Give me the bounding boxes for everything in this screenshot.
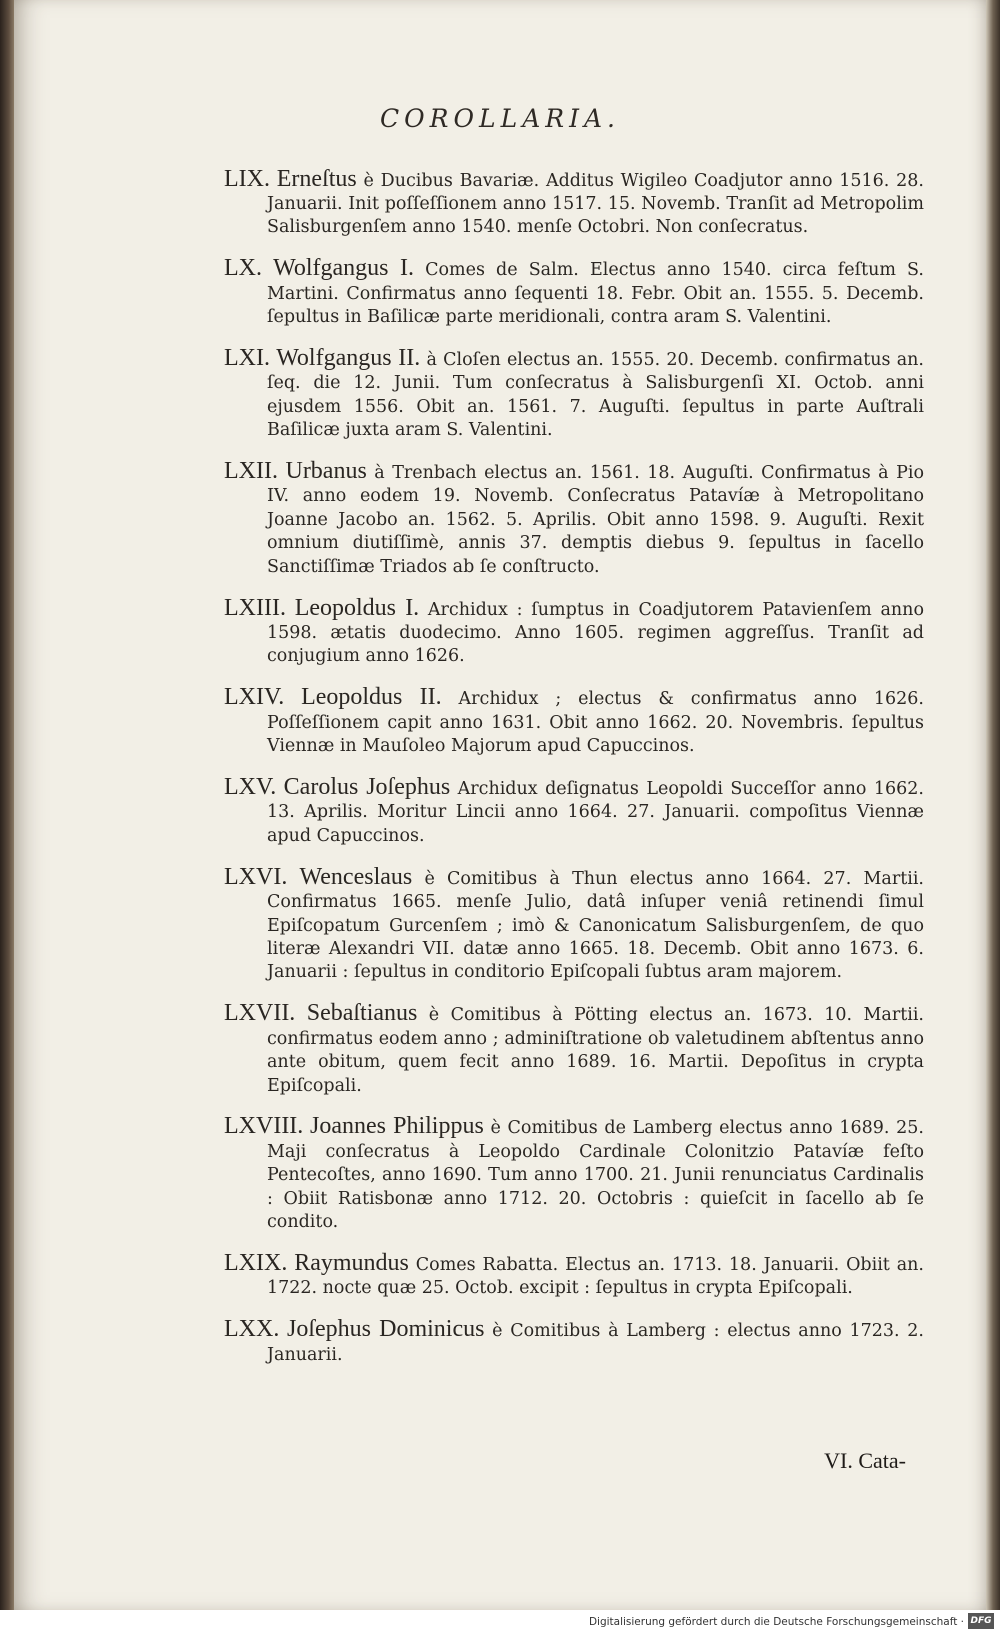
entry-name: Leopoldus II. (301, 684, 442, 711)
entry-text: à Trenbach electus an. 1561. 18. Auguſti. Confirmatus à Pio IV. anno eodem 19. Novemb. Conſecratus Patavíæ à Metropolitano Joanne Jacobo an. 1562. 5. Aprilis. Obit anno 1598. 9. Auguſti. Rexit omnium diutiſſimè, annis 37. demptis diebus 9. ſepultus in ſacello Sanctiſſimæ Triados ab ſe conſtructo. (267, 463, 924, 577)
entry-number: LXX. (224, 1316, 280, 1343)
entry-list (224, 150, 924, 1377)
entry-number: LXIX. (224, 1249, 288, 1276)
entry-name: Leopoldus I. (294, 594, 420, 621)
list-item (224, 863, 924, 985)
entry-number: LXV. (224, 774, 277, 801)
entry-text: Comes de Salm. Electus anno 1540. circa feſtum S. Martini. Confirmatus anno ſequenti 18. Febr. Obit an. 1555. 5. Decemb. ſepultus in Baſilicæ parte meridionali, contra aram S. Valentini. (267, 260, 924, 328)
funding-credit: Digitalisierung gefördert durch die Deutsche Forschungsgemeinschaft · (588, 1616, 964, 1628)
entry-name: Raymundus (294, 1249, 409, 1276)
left-page-edge (0, 0, 14, 1610)
list-item (224, 776, 924, 848)
list-item (224, 460, 924, 579)
list-item (224, 165, 924, 240)
entry-name: Joannes Philippus (310, 1113, 484, 1140)
entry-number: LX. (224, 255, 262, 282)
list-item (224, 686, 924, 758)
right-page-edge (986, 0, 1000, 1610)
running-header: COROLLARIA. (380, 104, 620, 133)
entry-name: Joſephus Dominicus (287, 1316, 485, 1343)
entry-text: è Comitibus à Pötting electus an. 1673. 10. Martii. confirmatus eodem anno ; adminiſtratione ob valetudinem abſtentus anno ante obitum, quem fecit anno 1689. 16. Martii. Depoſitus in crypta Epiſcopali. (267, 1005, 924, 1096)
entry-text: è Comitibus de Lamberg electus anno 1689. 25. Maji conſecratus à Leopoldo Cardinale Colonitzio Patavíæ feſto Pentecoſtes, anno 1690. Tum anno 1700. 21. Junii renunciatus Cardinalis : Obiit Ratisbonæ anno 1712. 20. Octobris : quieſcit in ſacello ab ſe condito. (267, 1118, 924, 1233)
entry-text: Archidux ; electus & confirmatus anno 1626. Poſſeſſionem capit anno 1631. Obit anno 1662. 20. Novembris. ſepultus Viennæ in Mauſoleo Majorum apud Capuccinos. (267, 689, 924, 757)
entry-text: Archidux : ſumptus in Coadjutorem Patavienſem anno 1598. ætatis duodecimo. Anno 1605. regimen aggreſſus. Tranſit ad conjugium anno 1626. (267, 599, 924, 667)
entry-number: LXVII. (224, 1000, 296, 1027)
entry-number: LXII. (224, 458, 278, 485)
entry-name: Urbanus (285, 458, 367, 485)
list-item (224, 344, 924, 443)
entry-name: Wenceslaus (299, 863, 413, 890)
entry-number: LXVI. (224, 863, 288, 890)
entry-text: à Cloſen electus an. 1555. 20. Decemb. confirmatus an. ſeq. die 12. Junii. Tum conſecratus à Salisburgenſi XI. Octob. anni ejusdem 1556. Obit an. 1561. 7. Auguſti. ſepultus in parte Auſtrali Baſilicæ juxta aram S. Valentini. (267, 349, 924, 441)
entry-number: LXIII. (224, 594, 286, 621)
entry-text: è Comitibus à Lamberg : electus anno 1723. 2. Januarii. (267, 1321, 924, 1365)
entry-name: Sebaſtianus (306, 1000, 418, 1027)
list-item (224, 257, 924, 329)
entry-name: Carolus Joſephus (283, 774, 451, 801)
entry-number: LXIV. (224, 684, 285, 711)
entry-text: è Comitibus à Thun electus anno 1664. 27. Martii. Confirmatus 1665. menſe Julio, datâ inſuper veniâ retinendi ſimul Epiſcopatum Gurcenſem ; imò & Canonicatum Salisburgenſem, de quo literæ Alexandri VII. datæ anno 1665. 18. Decemb. Obit anno 1673. 6. Januarii : ſepultus in conditorio Epiſcopali ſubtus aram majorem. (267, 868, 924, 983)
entry-text: Comes Rabatta. Electus an. 1713. 18. Januarii. Obiit an. 1722. nocte quæ 25. Octob. excipit : ſepultus in crypta Epiſcopali. (267, 1254, 924, 1299)
list-item (224, 1002, 924, 1098)
entry-number: LXI. (224, 344, 270, 371)
entry-text: Archidux deſignatus Leopoldi Succeſſor anno 1662. 13. Aprilis. Moritur Lincii anno 1664. 27. Januarii. compoſitus Viennæ apud Capuccinos. (267, 779, 924, 846)
entry-name: Erneſtus (276, 165, 357, 192)
list-item (224, 1318, 924, 1367)
entry-name: Wolfgangus I. (273, 255, 414, 282)
entry-number: LIX. (224, 165, 270, 192)
dfg-logo-icon: DFG (968, 1613, 994, 1629)
list-item (224, 594, 924, 669)
list-item (224, 1115, 924, 1234)
book-page (14, 0, 986, 1610)
catchword: VI. Cata- (824, 1448, 906, 1473)
entry-name: Wolfgangus II. (276, 344, 421, 371)
list-item (224, 1249, 924, 1301)
entry-text: è Ducibus Bavariæ. Additus Wigileo Coadjutor anno 1516. 28. Januarii. Init poſſeſſionem anno 1517. 15. Novemb. Tranſit ad Metropolim Salisburgenſem anno 1540. menſe Octobri. Non conſecratus. (267, 170, 924, 238)
entry-number: LXVIII. (224, 1113, 304, 1140)
